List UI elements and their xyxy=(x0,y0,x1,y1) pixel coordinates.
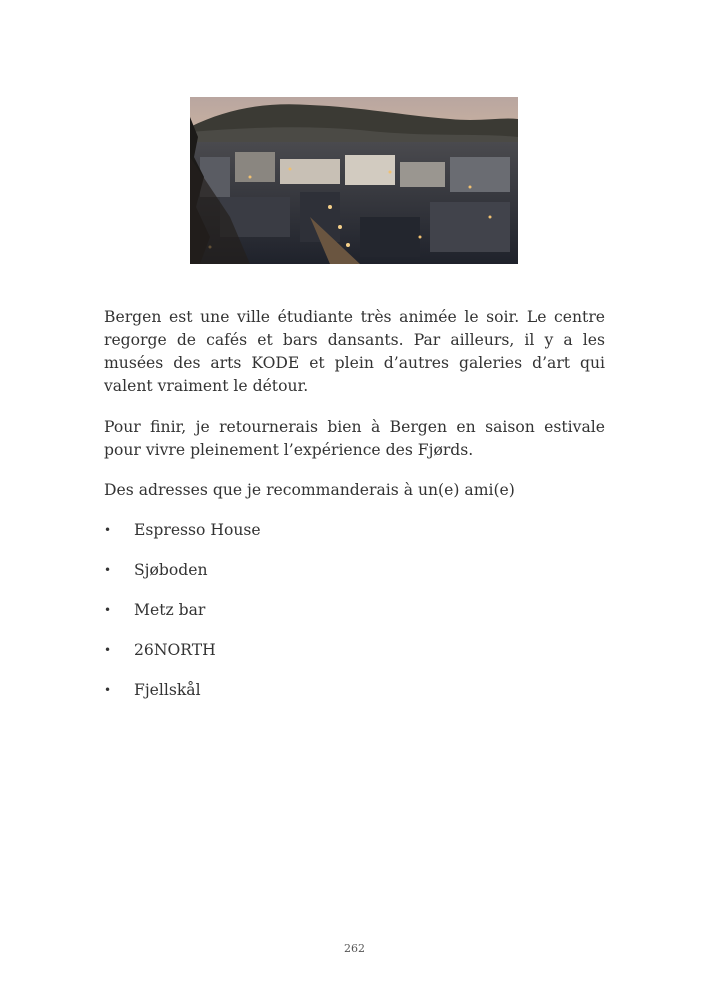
list-item-label: Metz bar xyxy=(134,601,206,619)
bullet-icon: • xyxy=(104,523,112,537)
list-item xyxy=(104,679,605,702)
list-item xyxy=(104,519,605,542)
list-item-label: Espresso House xyxy=(134,521,261,539)
list-item-label: Fjellskål xyxy=(134,681,201,699)
recommended-places-list xyxy=(104,519,605,719)
city-photo-icon xyxy=(190,97,518,264)
bergen-city-photo xyxy=(190,97,518,264)
list-item xyxy=(104,599,605,622)
list-item-label: Sjøboden xyxy=(134,561,208,579)
paragraph-recommendations-intro: Des adresses que je recommanderais à un(e) ami(e) xyxy=(104,481,515,499)
bullet-icon: • xyxy=(104,563,112,577)
page-number: 262 xyxy=(344,942,365,955)
paragraph-summer-return: Pour finir, je retournerais bien à Bergen en saison estivale pour vivre pleinement l’expérience des Fjørds. xyxy=(104,418,605,459)
list-item xyxy=(104,559,605,582)
list-item-label: 26NORTH xyxy=(134,641,216,659)
list-item xyxy=(104,639,605,662)
paragraph-nightlife: Bergen est une ville étudiante très animée le soir. Le centre regorge de cafés et bars dansants. Par ailleurs, il y a les musées des arts KODE et plein d’autres galeries d’art qui valent vraiment le détour. xyxy=(104,308,605,395)
bullet-icon: • xyxy=(104,683,112,697)
bullet-icon: • xyxy=(104,603,112,617)
bullet-icon: • xyxy=(104,643,112,657)
